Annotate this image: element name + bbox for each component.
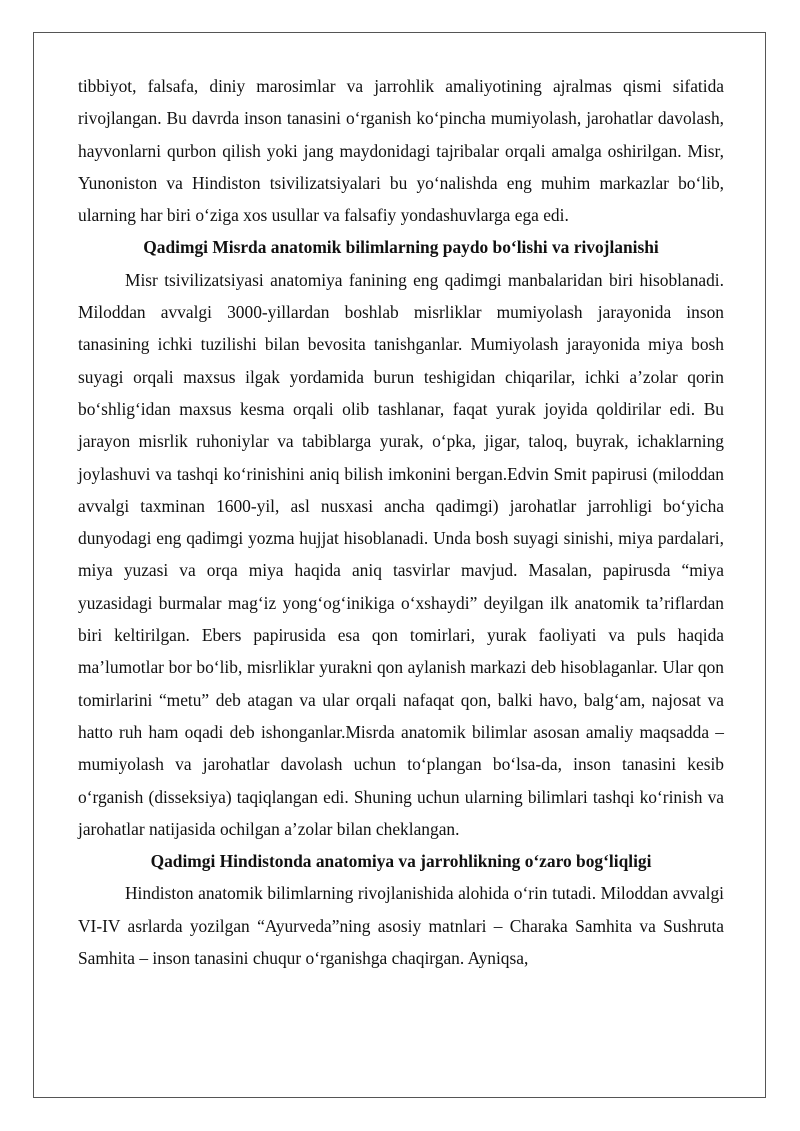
- document-body: [78, 70, 724, 974]
- section-heading-egypt: Qadimgi Misrda anatomik bilimlarning paydo boʻlishi va rivojlanishi: [143, 237, 659, 258]
- intro-paragraph: tibbiyot, falsafa, diniy marosimlar va jarrohlik amaliyotining ajralmas qismi sifatida rivojlangan. Bu davrda inson tanasini oʻrganish koʻpincha mumiyolash, jarohatlar davolash, hayvonlarni qurbon qilish yoki jang maydonidagi tajribalar orqali amalga oshirilgan. Misr, Yunoniston va Hindiston tsivilizatsiyalari bu yoʻnalishda eng muhim markazlar boʻlib, ularning har biri oʻziga xos usullar va falsafiy yondashuvlarga ega edi.: [78, 76, 724, 226]
- section-heading-india: Qadimgi Hindistonda anatomiya va jarrohlikning oʻzaro bogʻliqligi: [150, 851, 652, 872]
- egypt-paragraph: Misr tsivilizatsiyasi anatomiya fanining eng qadimgi manbalaridan biri hisoblanadi. Miloddan avvalgi 3000-yillardan boshlab misrliklar mumiyolash jarayonida inson tanasining ichki tuzilishi bilan bevosita tanishganlar. Mumiyolash jarayonida miya bosh suyagi orqali maxsus ilgak yordamida burun teshigidan chiqarilar, ichki a’zolar qorin boʻshligʻidan maxsus kesma orqali olib tashlanar, faqat yurak joyida qoldirilar edi. Bu jarayon misrlik ruhoniylar va tabiblarga yurak, oʻpka, jigar, taloq, buyrak, ichaklarning joylashuvi va tashqi koʻrinishini aniq bilish imkonini bergan.Edvin Smit papirusi (miloddan avvalgi taxminan 1600-yil, asl nusxasi ancha qadimgi) jarohatlar jarrohligi boʻyicha dunyodagi eng qadimgi yozma hujjat hisoblanadi. Unda bosh suyagi sinishi, miya pardalari, miya yuzasi va orqa miya haqida aniq tasvirlar mavjud. Masalan, papirusda “miya yuzasidagi burmalar magʻiz yongʻogʻinikiga oʻxshaydi” deyilgan ilk anatomik ta’riflardan biri keltirilgan. Ebers papirusida esa qon tomirlari, yurak faoliyati va puls haqida ma’lumotlar bor boʻlib, misrliklar yurakni qon aylanish markazi deb hisoblaganlar. Ular qon tomirlarini “metu” deb atagan va ular orqali nafaqat qon, balki havo, balgʻam, najosat va hatto ruh ham oqadi deb ishonganlar.Misrda anatomik bilimlar asosan amaliy maqsadda – mumiyolash va jarohatlar davolash uchun toʻplangan boʻlsa-da, inson tanasini kesib oʻrganish (disseksiya) taqiqlangan edi. Shuning uchun ularning bilimlari tashqi koʻrinish va jarohatlar natijasida ochilgan a’zolar bilan cheklangan.: [78, 269, 724, 839]
- india-paragraph: Hindiston anatomik bilimlarning rivojlanishida alohida oʻrin tutadi. Miloddan avvalgi VI-IV asrlarda yozilgan “Ayurveda”ning asosiy matnlari – Charaka Samhita va Sushruta Samhita – inson tanasini chuqur oʻrganishga chaqirgan. Ayniqsa,: [78, 883, 724, 969]
